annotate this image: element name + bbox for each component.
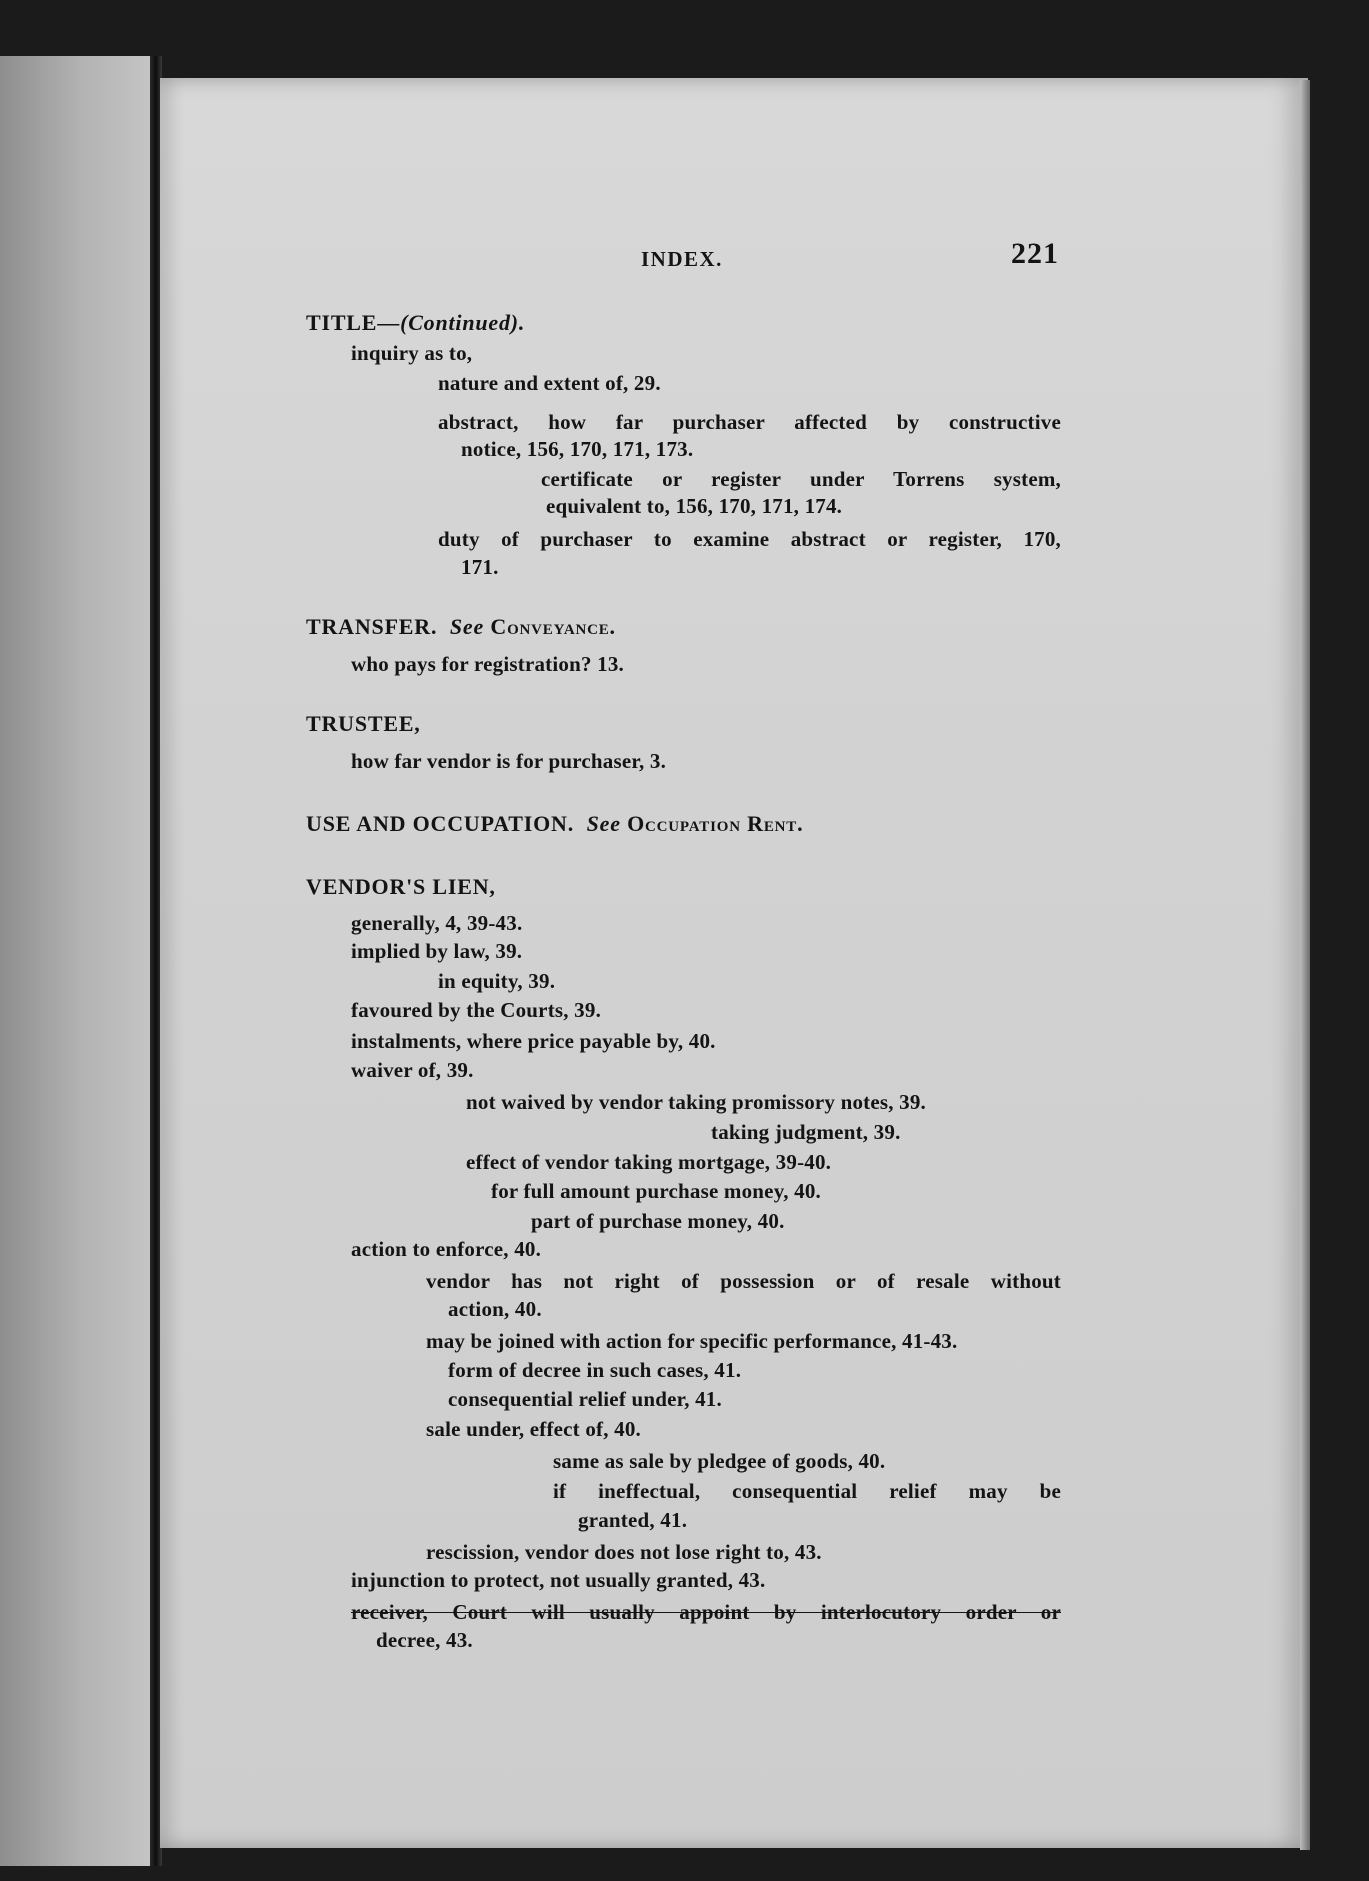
index-line: form of decree in such cases, 41.: [448, 1358, 742, 1382]
see-reference: See: [449, 614, 485, 639]
entry-title-heading: [306, 309, 525, 337]
index-line: generally, 4, 39-43.: [351, 911, 523, 935]
index-line: waiver of, 39.: [351, 1058, 474, 1082]
index-line: equivalent to, 156, 170, 171, 174.: [546, 494, 843, 518]
index-line: nature and extent of, 29.: [438, 371, 661, 395]
index-line: duty of purchaser to examine abstract or register, 170,: [438, 527, 1061, 551]
index-line: inquiry as to,: [351, 341, 473, 365]
index-line: for full amount purchase money, 40.: [491, 1179, 821, 1203]
index-line: who pays for registration? 13.: [351, 652, 624, 676]
see-reference: See: [586, 811, 621, 836]
left-page-edge: [0, 56, 150, 1866]
entry-use-heading: [306, 810, 803, 838]
index-line: taking judgment, 39.: [711, 1120, 901, 1144]
index-line: consequential relief under, 41.: [448, 1387, 722, 1411]
index-line: implied by law, 39.: [351, 939, 523, 963]
entry-trustee-heading: TRUSTEE,: [306, 711, 421, 736]
index-line: effect of vendor taking mortgage, 39-40.: [466, 1150, 832, 1174]
entry-use-label: USE AND OCCUPATION.: [306, 811, 575, 836]
page-number: 221: [1011, 237, 1059, 270]
entry-title-label: TITLE—: [306, 310, 401, 335]
index-line: instalments, where price payable by, 40.: [351, 1029, 716, 1053]
index-line: 171.: [461, 555, 499, 579]
entry-transfer-heading: [306, 613, 616, 641]
index-line: favoured by the Courts, 39.: [351, 998, 602, 1022]
index-line: decree, 43.: [376, 1628, 473, 1652]
index-line: rescission, vendor does not lose right to, 43.: [426, 1540, 822, 1564]
index-line: may be joined with action for specific performance, 41-43.: [426, 1329, 958, 1353]
cross-reference: Conveyance.: [490, 614, 616, 639]
index-line: not waived by vendor taking promissory notes, 39.: [466, 1090, 926, 1114]
index-line: notice, 156, 170, 171, 173.: [461, 437, 694, 461]
index-line: action to enforce, 40.: [351, 1237, 542, 1261]
index-line: part of purchase money, 40.: [531, 1209, 785, 1233]
index-line: in equity, 39.: [438, 969, 556, 993]
index-line: same as sale by pledgee of goods, 40.: [553, 1449, 886, 1473]
index-line: sale under, effect of, 40.: [426, 1417, 641, 1441]
index-line: granted, 41.: [578, 1508, 688, 1532]
index-line: action, 40.: [448, 1297, 542, 1321]
index-line: abstract, how far purchaser affected by constructive: [438, 410, 1061, 434]
entry-transfer-label: TRANSFER.: [306, 614, 438, 639]
index-line: injunction to protect, not usually granted, 43.: [351, 1568, 766, 1592]
running-head: INDEX.: [641, 247, 723, 271]
entry-title-continued: (Continued).: [400, 310, 526, 335]
index-line: certificate or register under Torrens system,: [541, 467, 1061, 491]
index-line: vendor has not right of possession or of resale without: [426, 1269, 1061, 1293]
entry-vendors-lien-heading: VENDOR'S LIEN,: [306, 874, 496, 899]
index-line: receiver, Court will usually appoint by interlocutory order or: [351, 1600, 1061, 1624]
index-line: if ineffectual, consequential relief may be: [553, 1479, 1061, 1503]
page-edge-shadow: [1300, 80, 1310, 1850]
index-line: how far vendor is for purchaser, 3.: [351, 749, 667, 773]
cross-reference: Occupation Rent.: [627, 811, 804, 836]
